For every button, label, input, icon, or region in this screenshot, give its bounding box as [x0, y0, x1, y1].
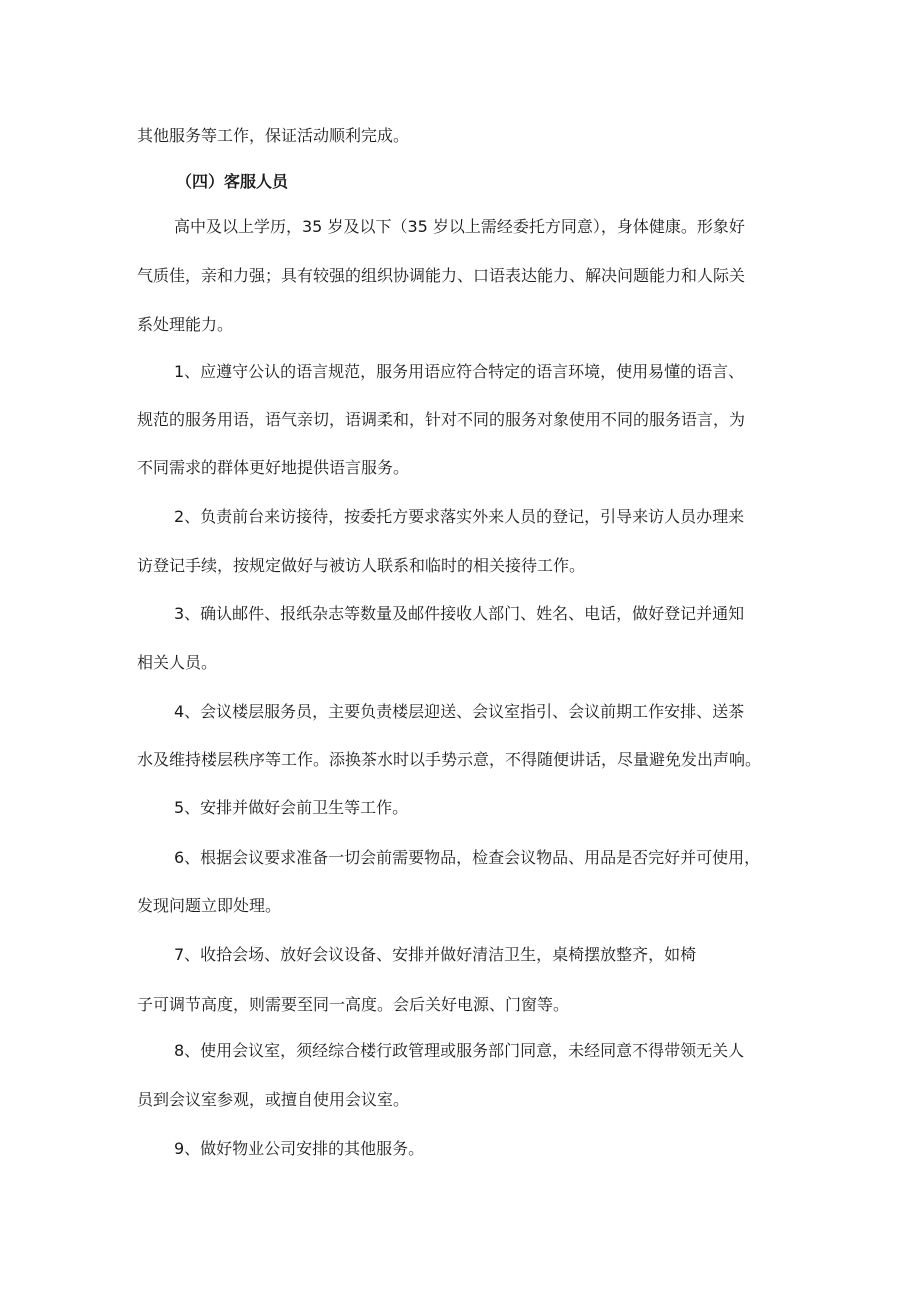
- intro-line: 其他服务等工作，保证活动顺利完成。: [137, 126, 410, 145]
- text-line: 2、负责前台来访接待，按委托方要求落实外来人员的登记，引导来访人员办理来: [174, 507, 745, 526]
- text-line: 系处理能力。: [137, 315, 234, 334]
- text-line: 气质佳，亲和力强；具有较强的组织协调能力、口语表达能力、解决问题能力和人际关: [137, 266, 746, 285]
- text-line: 9、做好物业公司安排的其他服务。: [174, 1139, 425, 1158]
- text-line: 访登记手续，按规定做好与被访人联系和临时的相关接待工作。: [137, 556, 586, 575]
- text-line: 员到会议室参观，或擅自使用会议室。: [137, 1090, 410, 1109]
- text-line: 4、会议楼层服务员，主要负责楼层迎送、会议室指引、会议前期工作安排、送茶: [174, 702, 745, 721]
- text-line: 7、收拾会场、放好会议设备、安排并做好清洁卫生，桌椅摆放整齐，如椅: [174, 945, 697, 964]
- text-line: 5、安排并做好会前卫生等工作。: [174, 798, 409, 817]
- text-line: 3、确认邮件、报纸杂志等数量及邮件接收人部门、姓名、电话，做好登记并通知: [174, 604, 745, 623]
- text-line: 子可调节高度，则需要至同一高度。会后关好电源、门窗等。: [137, 995, 570, 1014]
- text-line: 规范的服务用语，语气亲切，语调柔和，针对不同的服务对象使用不同的服务语言，为: [137, 410, 746, 429]
- text-line: 发现问题立即处理。: [137, 896, 282, 915]
- text-line: 1、应遵守公认的语言规范，服务用语应符合特定的语言环境，使用易懂的语言、: [174, 362, 745, 381]
- section-heading: （四）客服人员: [176, 172, 289, 191]
- text-line: 不同需求的群体更好地提供语言服务。: [137, 458, 410, 477]
- text-line: 8、使用会议室，须经综合楼行政管理或服务部门同意，未经同意不得带领无关人: [174, 1041, 745, 1060]
- text-line: 高中及以上学历，35 岁及以下（35 岁以上需经委托方同意），身体健康。形象好: [174, 217, 745, 236]
- text-line: 水及维持楼层秩序等工作。添换茶水时以手势示意，不得随便讲话，尽量避免发出声响。: [137, 750, 762, 769]
- text-line: 6、根据会议要求准备一切会前需要物品，检查会议物品、用品是否完好并可使用，: [174, 848, 761, 867]
- text-line: 相关人员。: [137, 653, 218, 672]
